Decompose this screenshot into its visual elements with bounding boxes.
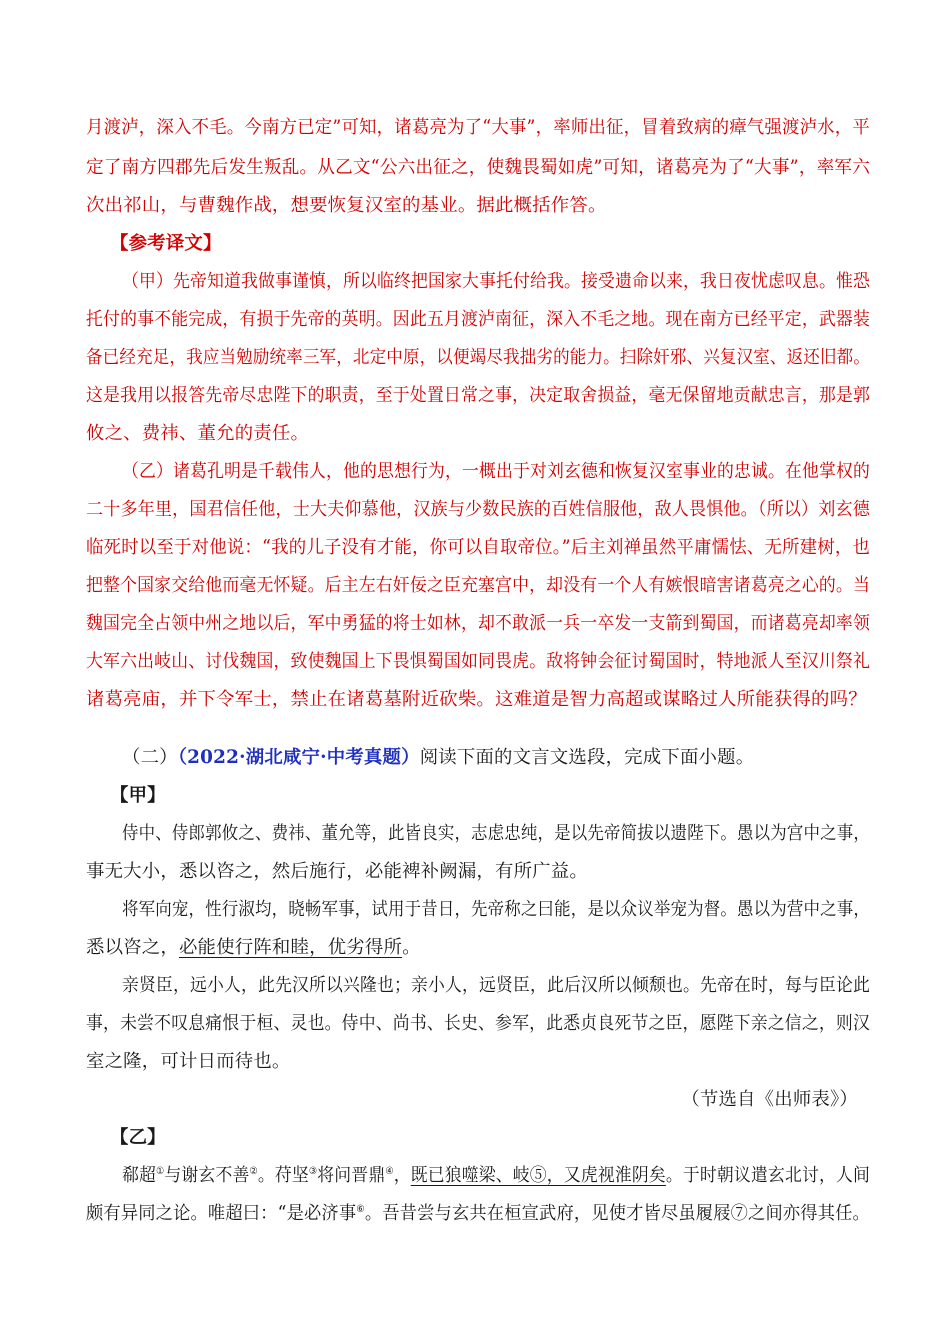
passage-yi-line-2 xyxy=(86,1202,870,1226)
footnote-marker: ② xyxy=(249,1166,258,1177)
translation-yi-line-1: （乙）诸葛孔明是千载伟人，他的思想行为，一概出于对刘玄德和恢复汉室事业的忠诚。在他掌权的 xyxy=(122,461,870,482)
translation-jia-line-1: （甲）先帝知道我做事谨慎，所以临终把国家大事托付给我。接受遗命以来，我日夜忧虑叹息。惟恐 xyxy=(122,271,870,292)
passage-jia-p3-line-2: 事，未尝不叹息痛恨于桓、灵也。侍中、尚书、长史、参军，此悉贞良死节之臣，愿陛下亲之信之，则汉 xyxy=(86,1013,871,1034)
passage-jia-heading: 【甲】 xyxy=(110,785,166,806)
passage-yi-text: 郗超 xyxy=(122,1165,157,1186)
passage-yi-text: 。于时朝议遣玄北讨，人间 xyxy=(665,1165,870,1186)
footnote-marker: ⑥ xyxy=(356,1204,365,1215)
passage-jia-p1-line-2: 事无大小，悉以咨之，然后施行，必能裨补阙漏，有所广益。 xyxy=(86,861,588,882)
translation-jia-line-5: 攸之、费祎、董允的责任。 xyxy=(86,423,310,444)
passage-jia-p1-line-1: 侍中、侍郎郭攸之、费祎、董允等，此皆良实，志虑忠纯，是以先帝简拔以遗陛下。愚以为宫中之事， xyxy=(122,823,870,844)
footnote-marker: ① xyxy=(156,1166,165,1177)
passage-jia-p3-line-3: 室之隆，可计日而待也。 xyxy=(86,1051,291,1072)
footnote-marker: ④ xyxy=(385,1166,394,1177)
translation-yi-line-3: 临死时以至于对他说：“我的儿子没有才能，你可以自取帝位。”后主刘禅虽然平庸懦怯、无所建树，也 xyxy=(86,537,871,558)
footnote-marker: ③ xyxy=(308,1166,318,1177)
question-number: （二） xyxy=(122,747,178,768)
passage-yi-line-1 xyxy=(122,1164,870,1188)
question-source: （2022·湖北咸宁·中考真题） xyxy=(177,747,420,768)
translation-heading: 【参考译文】 xyxy=(110,233,222,254)
translation-jia-line-2: 托付的事不能完成，有损于先帝的英明。因此五月渡泸南征，深入不毛之地。现在南方已经平定，武器装 xyxy=(86,309,871,330)
underlined-sentence-jia: 必能使行阵和睦，优劣得所 xyxy=(178,937,403,958)
passage-jia-p2-line-1: 将军向宠，性行淑均，晓畅军事，试用于昔日，先帝称之曰能，是以众议举宠为督。愚以为营中之事， xyxy=(122,899,870,920)
question-prompt: 阅读下面的文言文选段，完成下面小题。 xyxy=(419,747,755,768)
translation-yi-line-2: 二十多年里，国君信任他，士大夫仰慕他，汉族与少数民族的百姓信服他，敌人畏惧他。（所以）刘玄德 xyxy=(86,499,870,520)
passage-yi-text: ， xyxy=(393,1165,411,1186)
passage-jia-source-note: （节选自《出师表》） xyxy=(681,1089,858,1110)
passage-yi-text: 与谢玄不善 xyxy=(164,1165,250,1186)
passage-jia-p2-line-2 xyxy=(86,936,421,960)
analysis-line-1: 月渡泸，深入不毛。今南方已定”可知，诸葛亮为了“大事”，率师出征，冒着致病的瘴气强渡泸水，平 xyxy=(86,117,870,138)
translation-yi-line-7: 诸葛亮庙，并下令军士，禁止在诸葛墓附近砍柴。这难道是智力高超或谋略过人所能获得的吗？ xyxy=(86,689,867,710)
passage-jia-p2-end: 。 xyxy=(402,937,421,958)
translation-yi-line-6: 大军六出岐山、讨伐魏国，致使魏国上下畏惧蜀国如同畏虎。敌将钟会征讨蜀国时，特地派人至汉川祭礼 xyxy=(86,651,871,672)
analysis-line-2: 定了南方四郡先后发生叛乱。从乙文“公六出征之，使魏畏蜀如虎”可知，诸葛亮为了“大事”，率军六 xyxy=(86,157,870,178)
passage-yi-text: 。吾昔尝与玄共在桓宣武府，见使才皆尽虽履屐⑦之间亦得其任。 xyxy=(364,1203,870,1224)
question-header xyxy=(122,746,754,770)
passage-jia-p3-line-1: 亲贤臣，远小人，此先汉所以兴隆也；亲小人，远贤臣，此后汉所以倾颓也。先帝在时，每与臣论此 xyxy=(122,975,870,996)
analysis-line-3: 次出祁山，与曹魏作战，想要恢复汉室的基业。据此概括作答。 xyxy=(86,195,607,216)
passage-yi-text: 颇有异同之论。唯超曰：“是必济事 xyxy=(86,1203,357,1224)
passage-yi-heading: 【乙】 xyxy=(110,1127,166,1148)
passage-jia-p2-plain: 悉以咨之， xyxy=(86,937,179,958)
underlined-sentence-yi: 既已狼噬梁、岐⑤，又虎视淮阴矣 xyxy=(410,1165,666,1186)
passage-yi-text: 将问晋鼎 xyxy=(317,1165,386,1186)
translation-yi-line-5: 魏国完全占领中州之地以后，军中勇猛的将士如林，却不敢派一兵一卒发一支箭到蜀国，而诸葛亮却率领 xyxy=(86,613,871,634)
translation-yi-line-4: 把整个国家交给他而毫无怀疑。后主左右奸佞之臣充塞宫中，却没有一个人有嫉恨暗害诸葛亮之心的。当 xyxy=(86,575,871,596)
passage-yi-text: 。苻坚 xyxy=(257,1165,309,1186)
translation-jia-line-3: 备已经充足，我应当勉励统率三军，北定中原，以便竭尽我拙劣的能力。扫除奸邪、兴复汉室、返还旧都。 xyxy=(86,347,871,368)
translation-jia-line-4: 这是我用以报答先帝尽忠陛下的职责，至于处置日常之事，决定取舍损益，毫无保留地贡献忠言，那是郭 xyxy=(86,385,871,406)
